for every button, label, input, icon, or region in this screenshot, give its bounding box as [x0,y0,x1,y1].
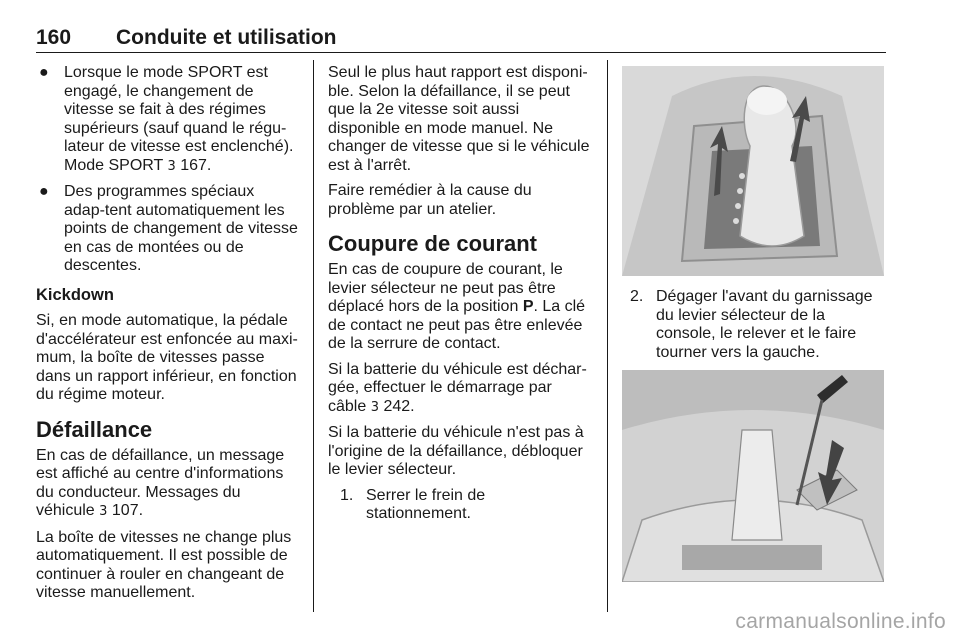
bullet-dot-icon: ● [39,64,49,81]
paragraph-text: En cas de coupure de courant, le levier sélecteur ne peut pas être déplacé hors de la position [328,261,563,315]
column-1 [36,64,298,610]
gear-lever-drawing [622,66,884,276]
step-text: Dégager l'avant du garnissage du levier sélecteur de la console, le relever et le faire tourner vers la gauche. [656,288,873,361]
screwdriver-drawing [622,370,884,582]
bullet-text: Lorsque le mode SPORT est engagé, le changement de vitesse se fait à des régimes supérieurs (sauf quand le régu-lateur de vitesse est enclenché). Mode SPORT [64,64,294,174]
site-watermark: carmanualsonline.info [735,610,946,633]
page-ref-arrow-icon: 3 [99,504,108,519]
column-3 [622,66,886,594]
step-number: 2. [630,288,644,305]
page-ref-arrow-icon: 3 [167,158,176,174]
paragraph-workshop: Faire remédier à la cause du problème par un atelier. [328,182,532,218]
section-heading-coupure: Coupure de courant [328,231,538,256]
step-number: 1. [340,486,354,504]
paragraph-gear-availability: Seul le plus haut rapport est disponi-ble. Selon la défaillance, il se peut que la 2e vitesse soit aussi disponible en mode manuel. Ne changer de vitesse que si le véhicule est à l'arrêt. [328,64,590,174]
column-2 [328,64,592,524]
defaillance-paragraph-1 [36,447,298,522]
bullet-item-sport [36,64,298,176]
column-divider-2 [607,60,608,612]
section-heading-defaillance: Défaillance [36,416,153,442]
page-ref[interactable]: 167. [180,156,212,174]
page-header [36,24,886,53]
page-ref-arrow-icon: 3 [370,399,379,415]
console-trim-removal-illustration [622,370,884,582]
page-ref[interactable]: 107. [111,502,144,519]
coupure-paragraph-1 [328,261,592,354]
step-text: Serrer le frein de stationnement. [366,486,486,522]
defaillance-paragraph-2: La boîte de vitesses ne change plus automatiquement. Il est possible de continuer à rouler en changeant de vitesse manuellement. [36,528,292,601]
gear-position-p: P [522,298,534,315]
section-heading-kickdown: Kickdown [36,285,114,304]
paragraph-text: Si la batterie du véhicule est déchar-gée, effectuer le démarrage par câble [328,360,587,415]
step-2 [630,288,886,362]
column-divider-1 [313,60,314,612]
kickdown-paragraph: Si, en mode automatique, la pédale d'accélérateur est enfoncée au maxi-mum, la boîte de vitesses passe dans un rapport inférieur, en fonction du régime moteur. [36,312,298,403]
chapter-title: Conduite et utilisation [116,26,337,49]
coupure-paragraph-2 [328,361,592,418]
bullet-dot-icon: ● [39,183,49,200]
bullet-text: Des programmes spéciaux adap-tent automatiquement les points de changement de vitesse en cas de montées ou de descentes. [64,183,298,274]
gear-lever-illustration [622,66,884,276]
paragraph-text: En cas de défaillance, un message est affiché au centre d'informations du conducteur. Messages du véhicule [36,446,285,519]
bullet-item-programs [36,183,298,276]
page-ref[interactable]: 242. [383,397,415,415]
coupure-paragraph-3: Si la batterie du véhicule n'est pas à l'origine de la défaillance, débloquer le levier sélecteur. [328,424,584,478]
paragraph-text: . La clé de contact ne peut pas être enlevée de la serrure de contact. [328,298,586,352]
step-1 [340,487,592,524]
page-number: 160 [36,26,72,49]
